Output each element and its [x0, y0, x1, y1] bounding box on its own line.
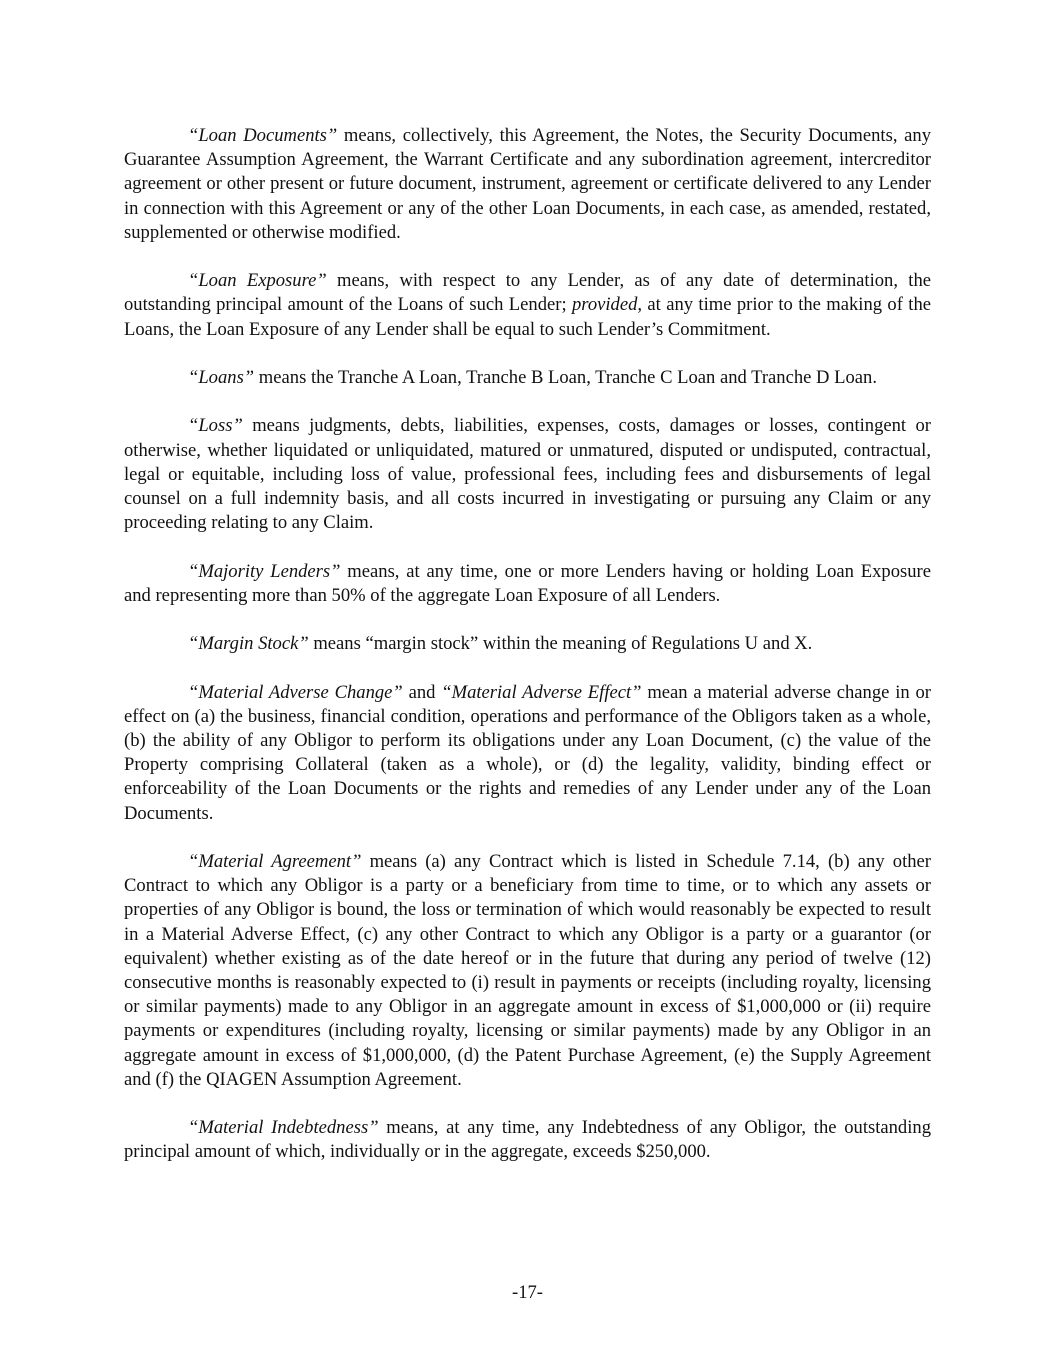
defined-term: “Material Agreement”: [188, 850, 362, 872]
term-connector: and: [402, 681, 442, 703]
definition-loan-documents: [124, 124, 931, 245]
defined-term: “Margin Stock”: [188, 633, 309, 655]
definition-loss: [124, 414, 931, 535]
definition-loan-exposure: [124, 269, 931, 342]
defined-term: “Loss”: [188, 415, 243, 437]
defined-term: “Material Indebtedness”: [188, 1117, 379, 1139]
definition-material-indebtedness: [124, 1116, 931, 1164]
definition-material-adverse-change: [124, 681, 931, 826]
defined-term: “Loans”: [188, 367, 255, 388]
defined-term: “Material Adverse Change”: [188, 681, 403, 703]
defined-term: “Majority Lenders”: [188, 560, 341, 582]
defined-term-secondary: “Material Adverse Effect”: [441, 681, 642, 703]
definition-loans: [124, 366, 931, 390]
defined-term: “Loan Exposure”: [188, 270, 327, 292]
document-body: [124, 124, 931, 1189]
definition-text: means, with respect to any Lender, as of any date of determination, the outstanding principal amount of the Loans of such Lender;: [124, 270, 931, 316]
definition-text: means, at any time, one or more Lenders having or holding Loan Exposure and representing more than 50% of the aggregate Loan Exposure of all Lenders.: [124, 560, 931, 606]
definition-text: means the Tranche A Loan, Tranche B Loan, Tranche C Loan and Tranche D Loan.: [254, 367, 877, 388]
definition-material-agreement: [124, 850, 931, 1092]
definition-text-continued: at any time prior to the making of the Loans, the Loan Exposure of any Lender shall be equal to such Lender’s Commitment.: [124, 294, 932, 340]
definition-text: means, at any time, any Indebtedness of any Obligor, the outstanding principal amount of which, individually or in the aggregate, exceeds $250,000.: [124, 1117, 931, 1163]
definition-text: means “margin stock” within the meaning of Regulations U and X.: [308, 633, 813, 655]
definition-margin-stock: [124, 632, 931, 656]
definition-text: means (a) any Contract which is listed in Schedule 7.14, (b) any other Contract to which any Obligor is a party or a beneficiary from time to time, or to which any assets or properties of any Obligor is bound, the loss or termination of which would reasonably be expected to result in a Material Adverse Effect, (c) any other Contract to which any Obligor is a party or a guarantor (or equivalent) whether existing as of the date hereof or in the future that during any period of twelve (12) consecutive months is reasonably expected to (i) result in payments or receipts (including royalty, licensing or similar payments) made to any Obligor in an aggregate amount in excess of $1,000,000 or (ii) require payments or expenditures (including royalty, licensing or similar payments) made by any Obligor in an aggregate amount in excess of $1,000,000, (d) the Patent Purchase Agreement, (e) the Supply Agreement and (f) the QIAGEN Assumption Agreement.: [124, 850, 931, 1090]
proviso-term: provided,: [572, 294, 643, 316]
definition-text: means, collectively, this Agreement, the Notes, the Security Documents, any Guarantee Assumption Agreement, the Warrant Certificate and any subordination agreement, intercreditor agreement or other present or future document, instrument, agreement or certificate delivered to any Lender in connection with this Agreement or any of the other Loan Documents, in each case, as amended, restated, supplemented or otherwise modified.: [124, 125, 931, 243]
definition-text: mean a material adverse change in or effect on (a) the business, financial condition, operations and performance of the Obligors taken as a whole, (b) the ability of any Obligor to perform its obligations under any Loan Document, (c) the value of the Property comprising Collateral (taken as a whole), or (d) the legality, validity, binding effect or enforceability of the Loan Documents or the rights and remedies of any Lender under any of the Loan Documents.: [124, 681, 931, 824]
defined-term: “Loan Documents”: [188, 125, 338, 146]
page-number: -17-: [512, 1282, 543, 1303]
definition-text: means judgments, debts, liabilities, expenses, costs, damages or losses, contingent or otherwise, whether liquidated or unliquidated, matured or unmatured, disputed or undisputed, contractual, legal or equitable, including loss of value, professional fees, including fees and disbursements of legal counsel on a full indemnity basis, and all costs incurred in investigating or pursuing any Claim or any proceeding relating to any Claim.: [124, 415, 931, 534]
definition-majority-lenders: [124, 560, 931, 608]
